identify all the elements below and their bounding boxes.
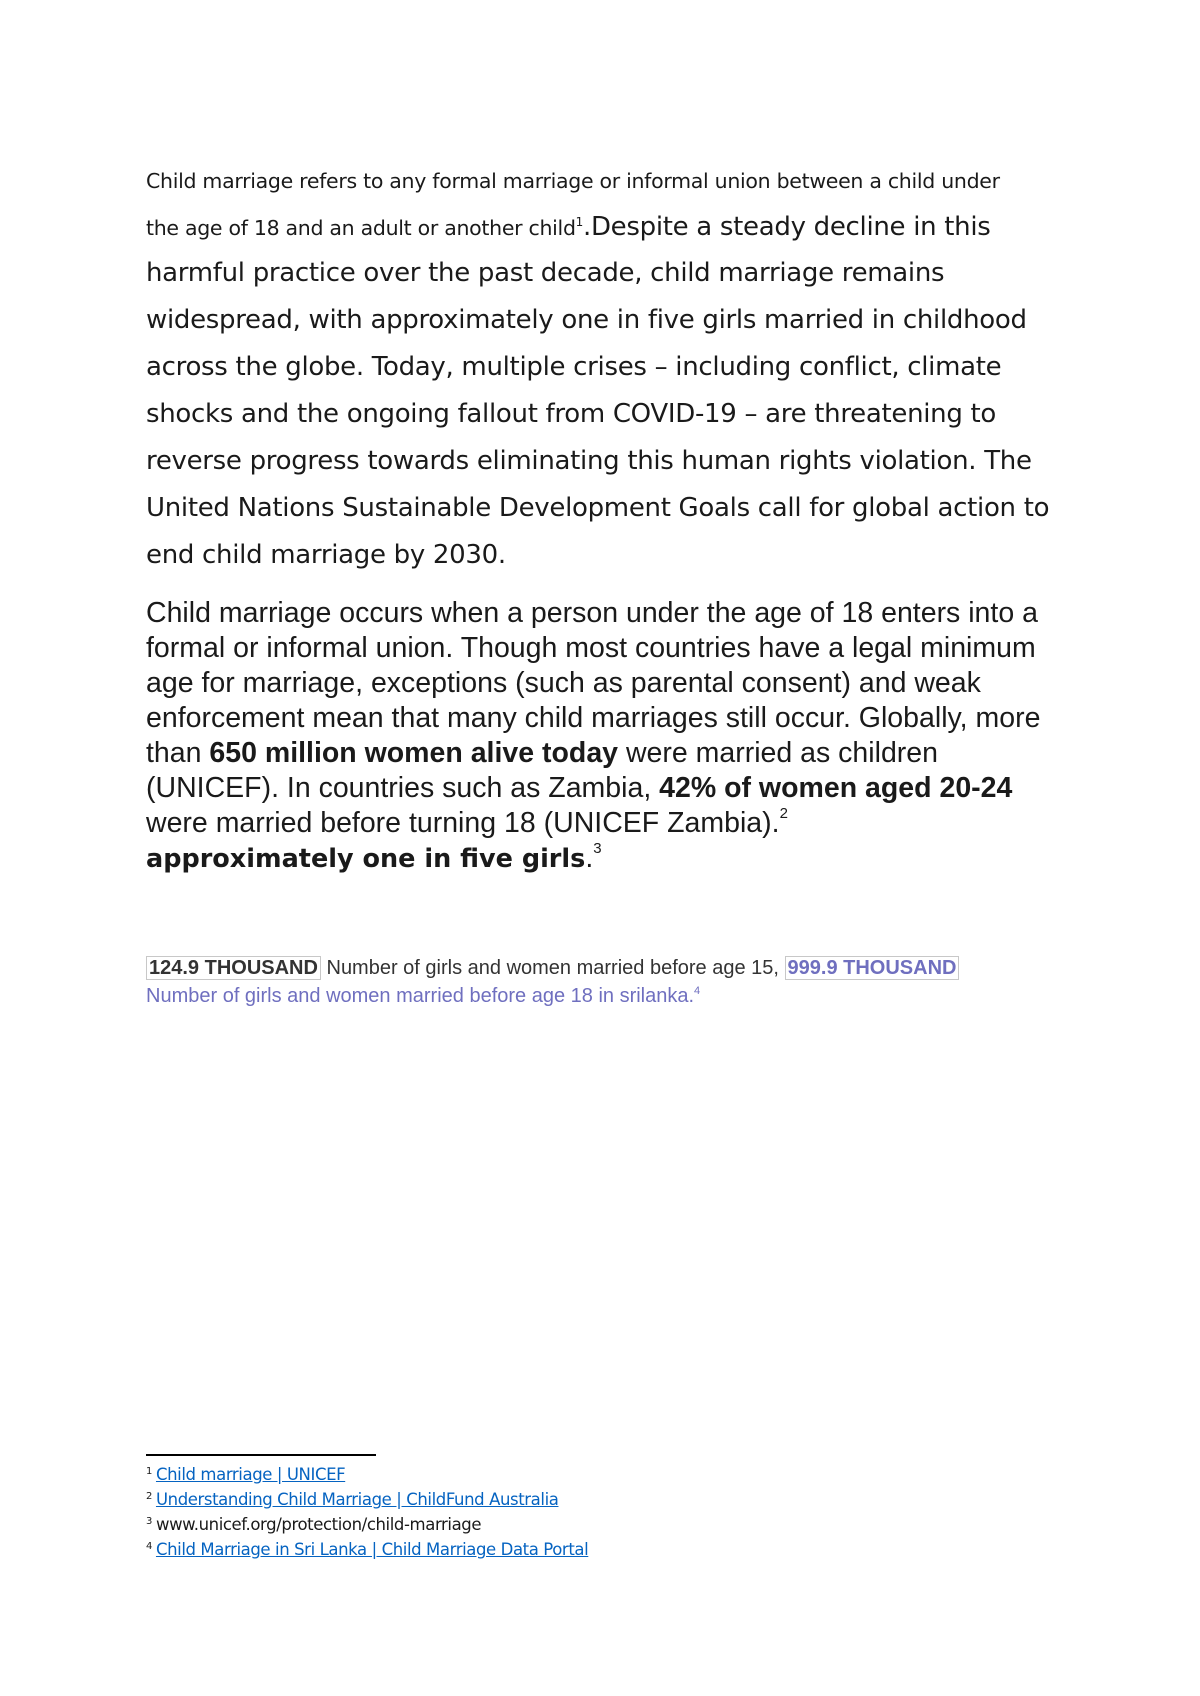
footnote-ref-4[interactable]: 4	[694, 985, 701, 997]
child-marriage-paragraph	[146, 596, 1076, 877]
footnote-number: 1	[146, 1466, 152, 1477]
footnote-number: 4	[146, 1541, 152, 1552]
footnote-ref-3[interactable]: 3	[593, 840, 602, 857]
intro-paragraph	[146, 158, 1076, 579]
p2-text-3: were married before turning 18 (UNICEF Zambia).	[146, 807, 780, 839]
footnote-1	[146, 1462, 946, 1487]
p2-bold-one-in-five: approximately one in five girls	[146, 844, 586, 874]
footnote-2	[146, 1487, 946, 1512]
footnote-link-data-portal[interactable]: Child Marriage in Sri Lanka | Child Marriage Data Portal	[155, 1540, 589, 1559]
intro-line-2	[146, 204, 1076, 250]
intro-line-2-small: the age of 18 and an adult or another child	[146, 216, 576, 240]
stat-value-before-15: 124.9 THOUSAND	[146, 956, 321, 980]
p2-bold-650-million: 650 million women alive today	[209, 737, 619, 769]
p2-text-4: .	[585, 842, 594, 874]
footnote-3	[146, 1512, 946, 1537]
intro-body: harmful practice over the past decade, child marriage remains widespread, with approximately one in five girls married in childhood across the globe. Today, multiple crises – including conflict, climate shocks and the ongoing fallout from COVID-19 – are threatening to reverse progress towards eliminating this human rights violation. The United Nations Sustainable Development Goals call for global action to end child marriage by 2030.	[146, 258, 1050, 570]
stat-value-before-18: 999.9 THOUSAND	[785, 956, 960, 980]
stat-label-before-15: Number of girls and women married before age 15,	[320, 957, 785, 979]
intro-line-1: Child marriage refers to any formal marriage or informal union between a child under	[146, 169, 1000, 193]
intro-line-2-large: .Despite a steady decline in this	[583, 212, 991, 242]
p2-text-2: were married as children (UNICEF). In countries such as Zambia,	[146, 737, 938, 804]
footnote-ref-1[interactable]: 1	[575, 215, 583, 229]
p2-text-1: Child marriage occurs when a person under the age of 18 enters into a formal or informal union. Though most countries have a legal minimum age for marriage, exceptions (such as parental consent) and weak enforcement mean that many child marriages still occur. Globally, more than	[146, 597, 1041, 769]
p2-bold-42-percent: 42% of women aged 20-24	[659, 772, 1013, 804]
footnote-number: 3	[146, 1516, 152, 1527]
footnote-number: 2	[146, 1491, 152, 1502]
footnote-link-childfund[interactable]: Understanding Child Marriage | ChildFund Australia	[155, 1490, 559, 1509]
footnote-link-unicef[interactable]: Child marriage | UNICEF	[155, 1465, 346, 1484]
footnote-ref-2[interactable]: 2	[779, 805, 788, 822]
stat-label-before-18: Number of girls and women married before age 18 in srilanka.	[146, 985, 695, 1007]
footnotes-list	[146, 1462, 946, 1562]
footnote-separator	[146, 1454, 376, 1456]
footnote-url-text: www.unicef.org/protection/child-marriage	[155, 1515, 482, 1534]
footnote-4	[146, 1537, 946, 1562]
statistics-block	[146, 954, 1076, 1010]
